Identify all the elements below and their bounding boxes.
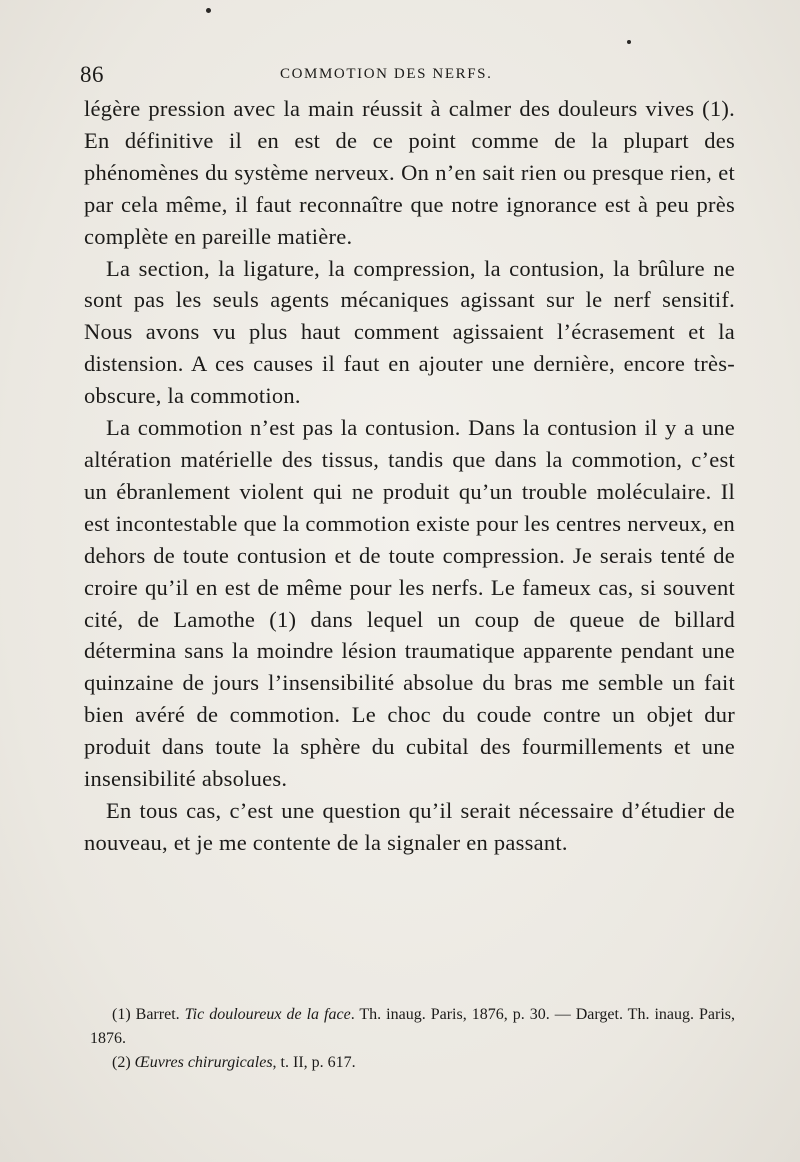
footnote-prefix: (2) (112, 1054, 135, 1071)
paragraph: En tous cas, c’est une question qu’il serait nécessaire d’étudier de nouveau, et je me contente de la signaler en passant. (84, 797, 735, 855)
footnote-rest: , t. II, p. 617. (272, 1054, 356, 1071)
footnote-title: Tic douloureux de la face (184, 1006, 351, 1023)
paragraph: La section, la ligature, la compression, la contusion, la brûlure ne sont pas les seuls agents mécaniques agissant sur le nerf sensitif. Nous avons vu plus haut comment agissaient l’écrasement et la distension. A ces causes il faut en ajouter une dernière, encore très-obscure, la commotion. (84, 255, 735, 409)
footnote (90, 1051, 735, 1075)
footnote (90, 1003, 735, 1051)
paragraph: légère pression avec la main réussit à calmer des douleurs vives (1). En définitive il en est de ce point comme de la plupart des phénomènes du système nerveux. On n’en sait rien ou presque rien, et par cela même, il faut reconnaître que notre ignorance est à peu près complète en pareille matière. (84, 96, 735, 249)
ink-speck (627, 40, 631, 44)
footnotes (90, 1003, 735, 1075)
footnote-title: Œuvres chirurgicales (134, 1054, 273, 1071)
ink-speck (206, 8, 211, 13)
paragraph: La commotion n’est pas la contusion. Dans la contusion il y a une altération matérielle des tissus, tandis que dans la commotion, c’est un ébranlement violent qui ne produit qu’un trouble moléculaire. Il est incontestable que la commotion existe pour les centres nerveux, en dehors de toute contusion et de toute compression. Je serais tenté de croire qu’il en est de même pour les nerfs. Le fameux cas, si souvent cité, de Lamothe (1) dans lequel un coup de queue de billard détermina sans la moindre lésion traumatique apparente pendant une quinzaine de jours l’insensibilité absolue du bras me semble un fait bien avéré de commotion. Le choc du coude contre un objet dur produit dans toute la sphère du cubital des fourmillements et une insensibilité absolues. (84, 415, 735, 792)
footnote-prefix: (1) Barret. (112, 1006, 185, 1023)
running-title: COMMOTION DES NERFS. (280, 66, 493, 82)
footnote-rest: . Th. inaug. Paris, 1876, p. 30. — Darget. Th. inaug. Paris, 1876. (90, 1006, 735, 1047)
page-header (80, 62, 736, 92)
page-number: 86 (80, 62, 104, 87)
body-text (84, 93, 735, 859)
